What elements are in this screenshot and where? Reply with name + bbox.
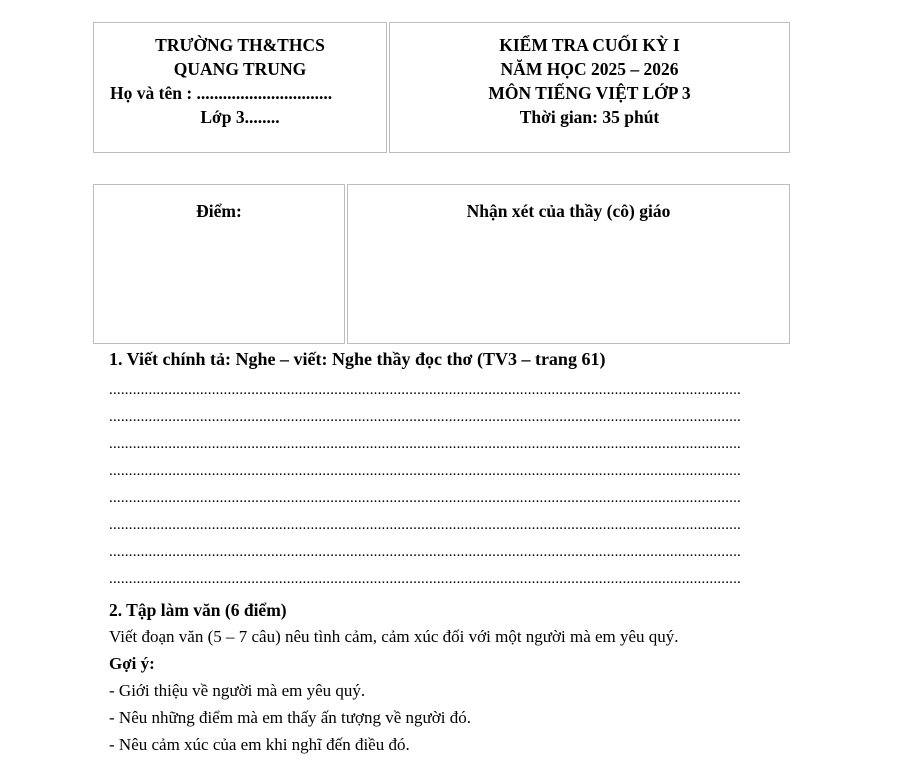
hint-item: - Giới thiệu về người mà em yêu quý. [109,681,366,700]
dotted-line-4: ................................................................................................................................................................ [109,463,741,479]
dotted-line-7: ................................................................................................................................................................ [109,544,741,560]
section1-title: 1. Viết chính tả: Nghe – viết: Nghe thầy đọc thơ (TV3 – trang 61) [109,349,606,369]
exam-title: KIỂM TRA CUỐI KỲ I [499,35,680,55]
section2-prompt: Viết đoạn văn (5 – 7 câu) nêu tình cảm, cảm xúc đối với một người mà em yêu quý. [109,627,679,646]
school-info-box [93,22,387,153]
exam-duration: Thời gian: 35 phút [519,107,660,127]
exam-info-box [389,22,790,153]
school-year: NĂM HỌC 2025 – 2026 [500,59,679,79]
school-name-line2: QUANG TRUNG [173,59,307,79]
student-name-field: Họ và tên : ............................... [110,83,333,103]
school-name-line1: TRƯỜNG TH&THCS [155,35,325,55]
teacher-comment-label: Nhận xét của thầy (cô) giáo [466,201,671,221]
score-box [93,184,345,344]
dotted-line-5: ................................................................................................................................................................ [109,490,741,506]
hint-item: - Nêu cảm xúc của em khi nghĩ đến điều đó. [109,735,410,754]
dotted-line-6: ................................................................................................................................................................ [109,517,741,533]
teacher-comment-box [347,184,790,344]
dotted-line-2: ................................................................................................................................................................ [109,409,741,425]
score-label: Điểm: [196,201,242,221]
hint-item: - Nêu những điểm mà em thấy ấn tượng về người đó. [109,708,471,727]
hint-label: Gợi ý: [109,654,155,673]
section2-title: 2. Tập làm văn (6 điểm) [109,600,287,620]
subject-title: MÔN TIẾNG VIỆT LỚP 3 [488,83,691,103]
dotted-line-1: ................................................................................................................................................................ [109,382,741,398]
dotted-line-8: ................................................................................................................................................................ [109,571,741,587]
dotted-line-3: ................................................................................................................................................................ [109,436,741,452]
class-field: Lớp 3........ [200,107,280,127]
